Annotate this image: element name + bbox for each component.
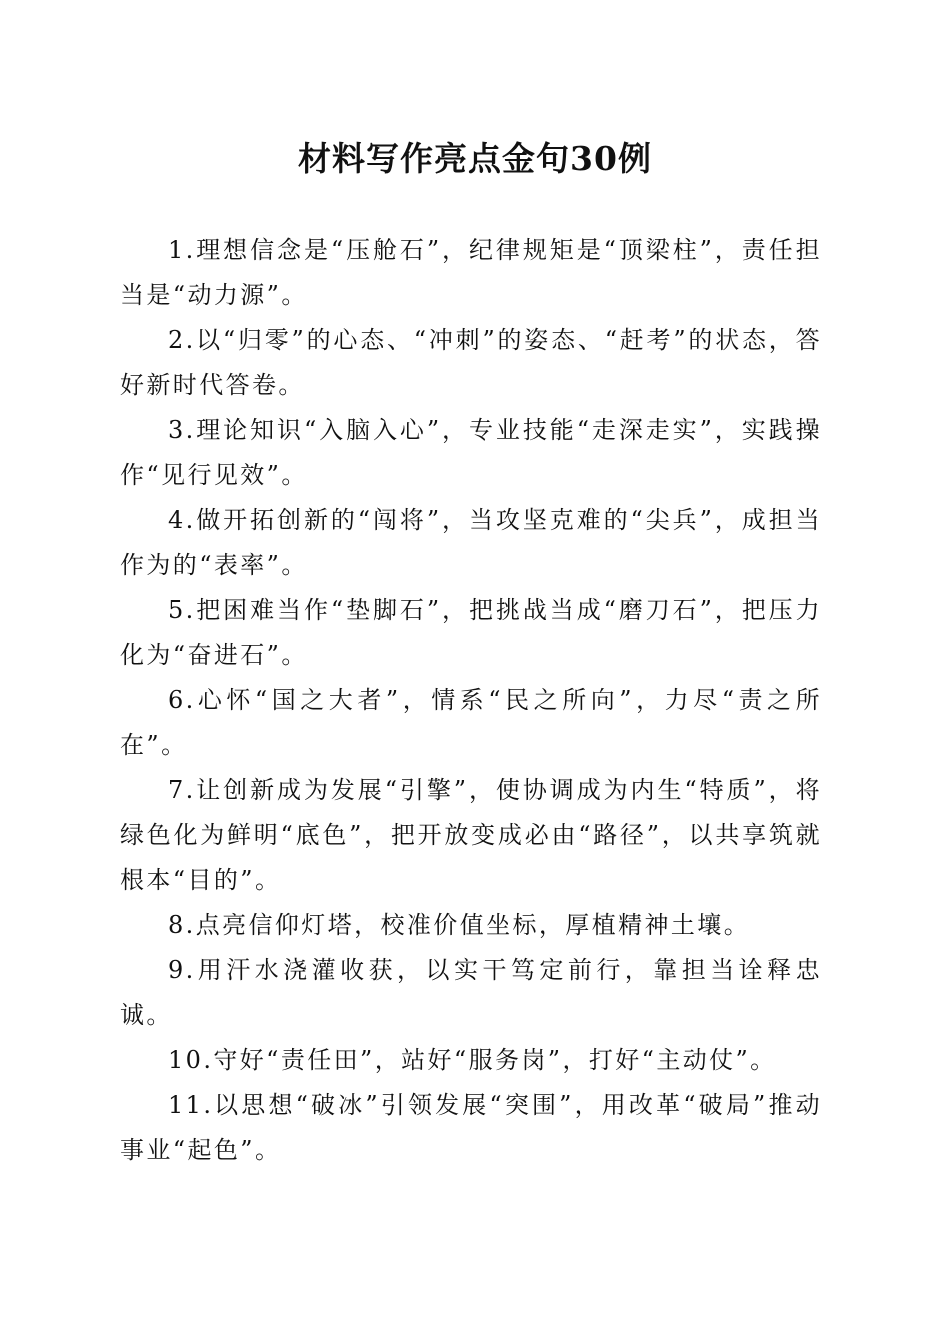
list-item: 6.心怀“国之大者”，情系“民之所向”，力尽“责之所在”。 [120, 686, 822, 759]
list-item: 9.用汗水浇灌收获，以实干笃定前行，靠担当诠释忠诚。 [120, 956, 822, 1029]
list-item: 8.点亮信仰灯塔，校准价值坐标，厚植精神土壤。 [168, 911, 751, 939]
list-item: 5.把困难当作“垫脚石”，把挑战当成“磨刀石”，把压力化为“奋进石”。 [120, 596, 822, 669]
list-item: 10.守好“责任田”，站好“服务岗”，打好“主动仗”。 [168, 1046, 777, 1074]
document-title: 材料写作亮点金句30例 [298, 139, 652, 178]
list-item: 4.做开拓创新的“闯将”，当攻坚克难的“尖兵”，成担当作为的“表率”。 [120, 506, 822, 579]
list-item: 3.理论知识“入脑入心”，专业技能“走深走实”，实践操作“见行见效”。 [120, 416, 822, 489]
list-item: 1.理想信念是“压舱石”，纪律规矩是“顶梁柱”，责任担当是“动力源”。 [120, 236, 822, 309]
document-body [120, 228, 822, 1173]
list-item: 2.以“归零”的心态、“冲刺”的姿态、“赶考”的状态，答好新时代答卷。 [120, 326, 822, 399]
list-item: 7.让创新成为发展“引擎”，使协调成为内生“特质”，将绿色化为鲜明“底色”，把开放变成必由“路径”，以共享筑就根本“目的”。 [120, 776, 822, 894]
list-item: 11.以思想“破冰”引领发展“突围”，用改革“破局”推动事业“起色”。 [120, 1091, 822, 1164]
